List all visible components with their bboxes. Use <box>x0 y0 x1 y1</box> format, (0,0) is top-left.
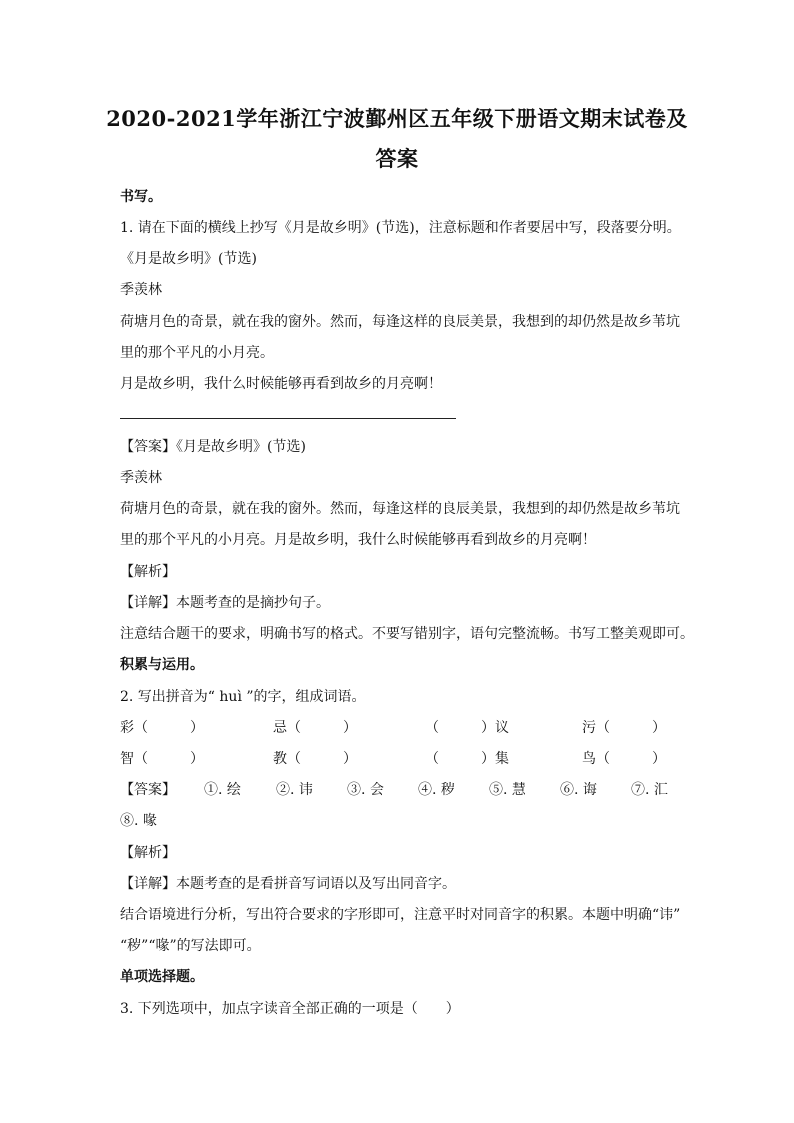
answer-1-text-b: 里的那个平凡的小月亮。月是故乡明，我什么时候能够再看到故乡的月亮啊！ <box>120 532 596 548</box>
question-1: 1. 请在下面的横线上抄写《月是故乡明》(节选)，注意标题和作者要居中写，段落要分明。 <box>120 220 681 236</box>
answer-1-analysis: 【解析】 <box>120 564 176 580</box>
section-heading-writing: 书写。 <box>120 189 162 205</box>
answer-1-label: 【答案】《月是故乡明》(节选) <box>120 439 306 455</box>
answer-2-item-8: ⑧. 喙 <box>120 813 157 829</box>
answer-2-note-b: “秽”“喙”的写法即可。 <box>120 938 261 954</box>
answer-2-note-a: 结合语境进行分析，写出符合要求的字形即可，注意平时对同音字的积累。本题中明确“讳” <box>120 907 681 923</box>
answer-2-item-6: ⑥. 诲 <box>560 782 597 798</box>
answer-1-note: 注意结合题干的要求，明确书写的格式。不要写错别字，语句完整流畅。书写工整美观即可。 <box>120 626 694 642</box>
question-2: 2. 写出拼音为“ huì ”的字，组成词语。 <box>120 689 366 705</box>
answer-2-item-5: ⑤. 慧 <box>489 782 526 798</box>
answer-2-analysis: 【解析】 <box>120 845 176 861</box>
blank-r2c4: 鸟（ ） <box>582 751 666 767</box>
answer-2-label: 【答案】 <box>120 782 176 798</box>
blank-r1c2: 忌（ ） <box>273 720 357 736</box>
passage-paragraph-2: 月是故乡明，我什么时候能够再看到故乡的月亮啊！ <box>120 376 442 392</box>
answer-1-author: 季羡林 <box>120 470 162 486</box>
answer-2-item-3: ③. 会 <box>347 782 384 798</box>
section-heading-accumulation: 积累与运用。 <box>120 657 204 673</box>
page-title-line-2: 答案 <box>375 146 419 171</box>
passage-title: 《月是故乡明》(节选) <box>120 251 257 267</box>
passage-paragraph-1a: 荷塘月色的奇景，就在我的窗外。然而，每逢这样的良辰美景，我想到的却仍然是故乡苇坑 <box>120 314 680 330</box>
answer-2-item-2: ②. 讳 <box>276 782 313 798</box>
answer-2-detail: 【详解】本题考查的是看拼音写词语以及写出同音字。 <box>120 876 456 892</box>
passage-author: 季羡林 <box>120 282 162 298</box>
page-title-line-1: 2020-2021学年浙江宁波鄞州区五年级下册语文期末试卷及 <box>106 106 688 131</box>
question-3: 3. 下列选项中，加点字读音全部正确的一项是（ ） <box>120 1001 460 1017</box>
writing-underline <box>120 418 456 419</box>
passage-paragraph-1b: 里的那个平凡的小月亮。 <box>120 345 274 361</box>
blank-r1c4: 污（ ） <box>582 720 666 736</box>
section-heading-single-choice: 单项选择题。 <box>120 969 204 985</box>
blank-r2c1: 智（ ） <box>120 751 204 767</box>
answer-2-item-4: ④. 秽 <box>418 782 455 798</box>
answer-2-item-1: ①. 绘 <box>204 782 241 798</box>
answer-1-text-a: 荷塘月色的奇景，就在我的窗外。然而，每逢这样的良辰美景，我想到的却仍然是故乡苇坑 <box>120 501 680 517</box>
blank-r1c1: 彩（ ） <box>120 720 204 736</box>
blank-r2c3: （ ）集 <box>425 751 509 767</box>
answer-1-detail: 【详解】本题考查的是摘抄句子。 <box>120 595 330 611</box>
blank-r1c3: （ ）议 <box>425 720 509 736</box>
blank-r2c2: 教（ ） <box>273 751 357 767</box>
answer-2-item-7: ⑦. 汇 <box>631 782 668 798</box>
